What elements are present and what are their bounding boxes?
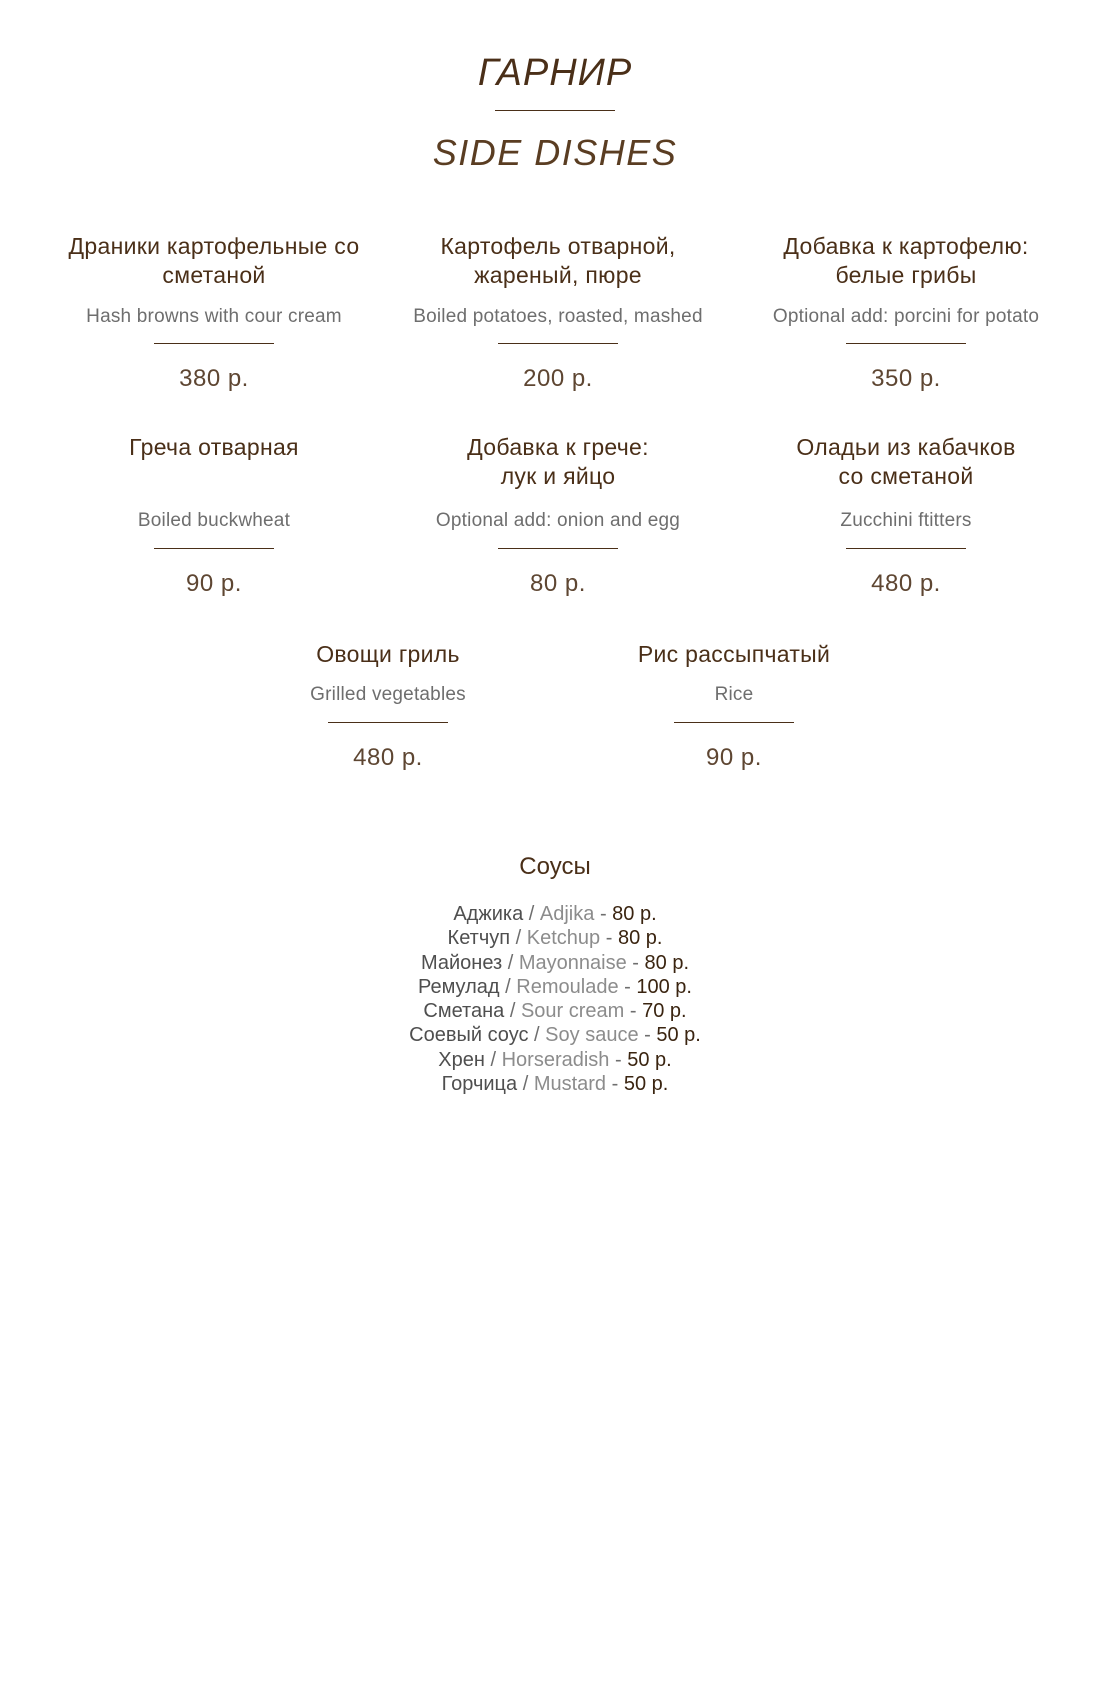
dish-divider [498, 343, 618, 344]
dish-price: 80 р. [530, 570, 586, 597]
dish-name: Картофель отварной, жареный, пюре [440, 233, 676, 288]
dish-name: Овощи гриль [316, 641, 460, 667]
dish-divider [846, 343, 966, 344]
dish-item [218, 640, 558, 780]
dish-name: Оладьи из кабачков со сметаной [796, 434, 1016, 489]
title-divider [495, 110, 615, 111]
dish-name-en: Boiled potatoes, roasted, mashed [413, 306, 703, 327]
sauce-item: Хрен / Horseradish - 50 р. [438, 1048, 672, 1071]
sauce-item: Кетчуп / Ketchup - 80 р. [447, 927, 663, 950]
dish-name-en: Optional add: porcini for potato [772, 306, 1040, 327]
dish-name: Драники картофельные со сметаной [68, 233, 360, 288]
dish-name: Греча отварная [129, 434, 299, 460]
dish-divider [498, 548, 618, 549]
dish-price: 350 р. [871, 365, 941, 392]
dish-name-en: Grilled vegetables [310, 684, 466, 705]
dish-name-en: Optional add: onion and egg [435, 510, 681, 531]
dish-item [388, 433, 728, 603]
sauces-title: Соусы [519, 853, 591, 880]
sauces-section [0, 850, 1110, 1096]
page-header [0, 48, 1110, 177]
dish-price: 90 р. [186, 570, 242, 597]
page-title-en: SIDE DISHES [432, 132, 678, 173]
dish-divider [154, 343, 274, 344]
dish-item [736, 433, 1076, 603]
dish-price: 200 р. [523, 365, 593, 392]
dish-name: Рис рассыпчатый [637, 641, 831, 667]
dish-name-en: Boiled buckwheat [137, 510, 291, 531]
dish-price: 90 р. [706, 744, 762, 771]
sauce-item: Горчица / Mustard - 50 р. [441, 1073, 669, 1096]
dish-price: 380 р. [179, 365, 249, 392]
dish-item [564, 640, 904, 780]
dish-divider [154, 548, 274, 549]
sauce-item: Сметана / Sour cream - 70 р. [423, 1000, 687, 1023]
dish-name-en: Rice [714, 684, 754, 705]
sauce-item: Соевый соус / Soy sauce - 50 р. [409, 1024, 701, 1047]
dish-divider [674, 722, 794, 723]
dish-item [44, 232, 384, 402]
page-title-ru: ГАРНИР [477, 52, 633, 94]
dish-divider [328, 722, 448, 723]
dish-name-en: Hash browns with cour cream [86, 306, 342, 327]
sauce-item: Ремулад / Remoulade - 100 р. [418, 975, 692, 998]
sauce-item: Майонез / Mayonnaise - 80 р. [420, 951, 689, 974]
dish-name: Добавка к грече: лук и яйцо [467, 434, 649, 489]
dish-name: Добавка к картофелю: белые грибы [783, 233, 1029, 288]
dish-item [388, 232, 728, 402]
dish-item [44, 433, 384, 603]
dish-item [736, 232, 1076, 402]
sauce-item: Аджика / Adjika - 80 р. [453, 903, 657, 925]
dish-price: 480 р. [871, 570, 941, 597]
dish-divider [846, 548, 966, 549]
dish-name-en: Zucchini ftitters [840, 510, 972, 531]
dish-price: 480 р. [353, 744, 423, 771]
